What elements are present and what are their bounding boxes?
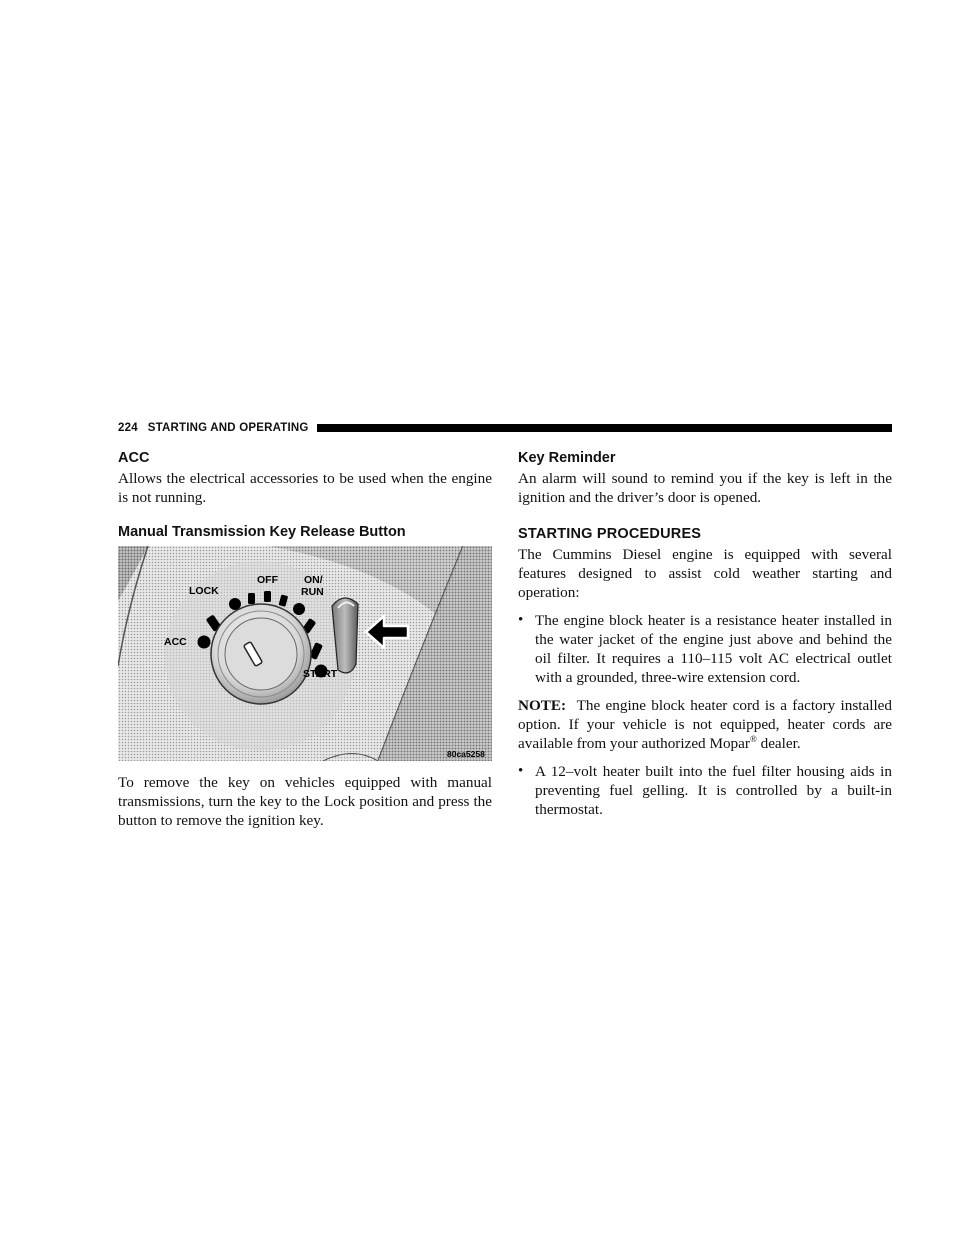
- list-item: [518, 762, 892, 819]
- features-list: [518, 611, 892, 687]
- starting-procedures-paragraph: The Cummins Diesel engine is equipped with several features designed to assist cold weather starting and operation:: [518, 546, 892, 601]
- acc-paragraph: Allows the electrical accessories to be used when the engine is not running.: [118, 470, 492, 506]
- starting-procedures-heading: STARTING PROCEDURES: [518, 526, 702, 542]
- header-rule: [317, 424, 892, 432]
- key-reminder-heading: Key Reminder: [518, 450, 616, 466]
- figure-label-on-run-line1: ON/: [304, 574, 323, 586]
- bullet-icon: •: [518, 763, 524, 779]
- manual-release-heading: Manual Transmission Key Release Button: [118, 524, 406, 540]
- figure-label-lock: LOCK: [189, 585, 219, 597]
- registered-mark: ®: [749, 733, 757, 744]
- left-column: [118, 449, 492, 830]
- section-title: STARTING AND OPERATING: [147, 422, 309, 434]
- figure-label-start: START: [303, 668, 338, 680]
- note-text-end: dealer.: [756, 735, 801, 752]
- list-item: [518, 611, 892, 687]
- note-label: NOTE:: [518, 697, 567, 714]
- remove-key-paragraph: To remove the key on vehicles equipped with manual transmissions, turn the key to the Lock position and press the button to remove the ignition key.: [118, 774, 492, 829]
- block-heater-paragraph: The engine block heater is a resistance heater installed in the water jacket of the engine just above and behind the oil filter. It requires a 110–115 volt AC electrical outlet with a grounded, three-wire extension cord.: [535, 612, 892, 686]
- bullet-icon: •: [518, 612, 524, 628]
- page-number: 224: [118, 422, 138, 434]
- ignition-switch-figure: [118, 546, 492, 761]
- figure-id: 80ca5258: [447, 749, 485, 759]
- figure-label-off: OFF: [257, 574, 278, 586]
- note-paragraph: [518, 696, 892, 753]
- features-list-2: [518, 762, 892, 819]
- fuel-heater-paragraph: A 12–volt heater built into the fuel filter housing aids in preventing fuel gelling. It is controlled by a built-in thermostat.: [535, 763, 892, 818]
- key-reminder-paragraph: An alarm will sound to remind you if the key is left in the ignition and the driver’s door is opened.: [518, 470, 892, 506]
- acc-heading: ACC: [118, 450, 150, 466]
- note-text: The engine block heater cord is a factory installed option. If your vehicle is not equipped, heater cords are available from your authorized Mopar: [518, 697, 893, 752]
- right-column: [518, 449, 892, 819]
- figure-label-acc: ACC: [164, 636, 187, 648]
- page-header: [118, 420, 892, 436]
- figure-label-on-run-line2: RUN: [301, 586, 324, 598]
